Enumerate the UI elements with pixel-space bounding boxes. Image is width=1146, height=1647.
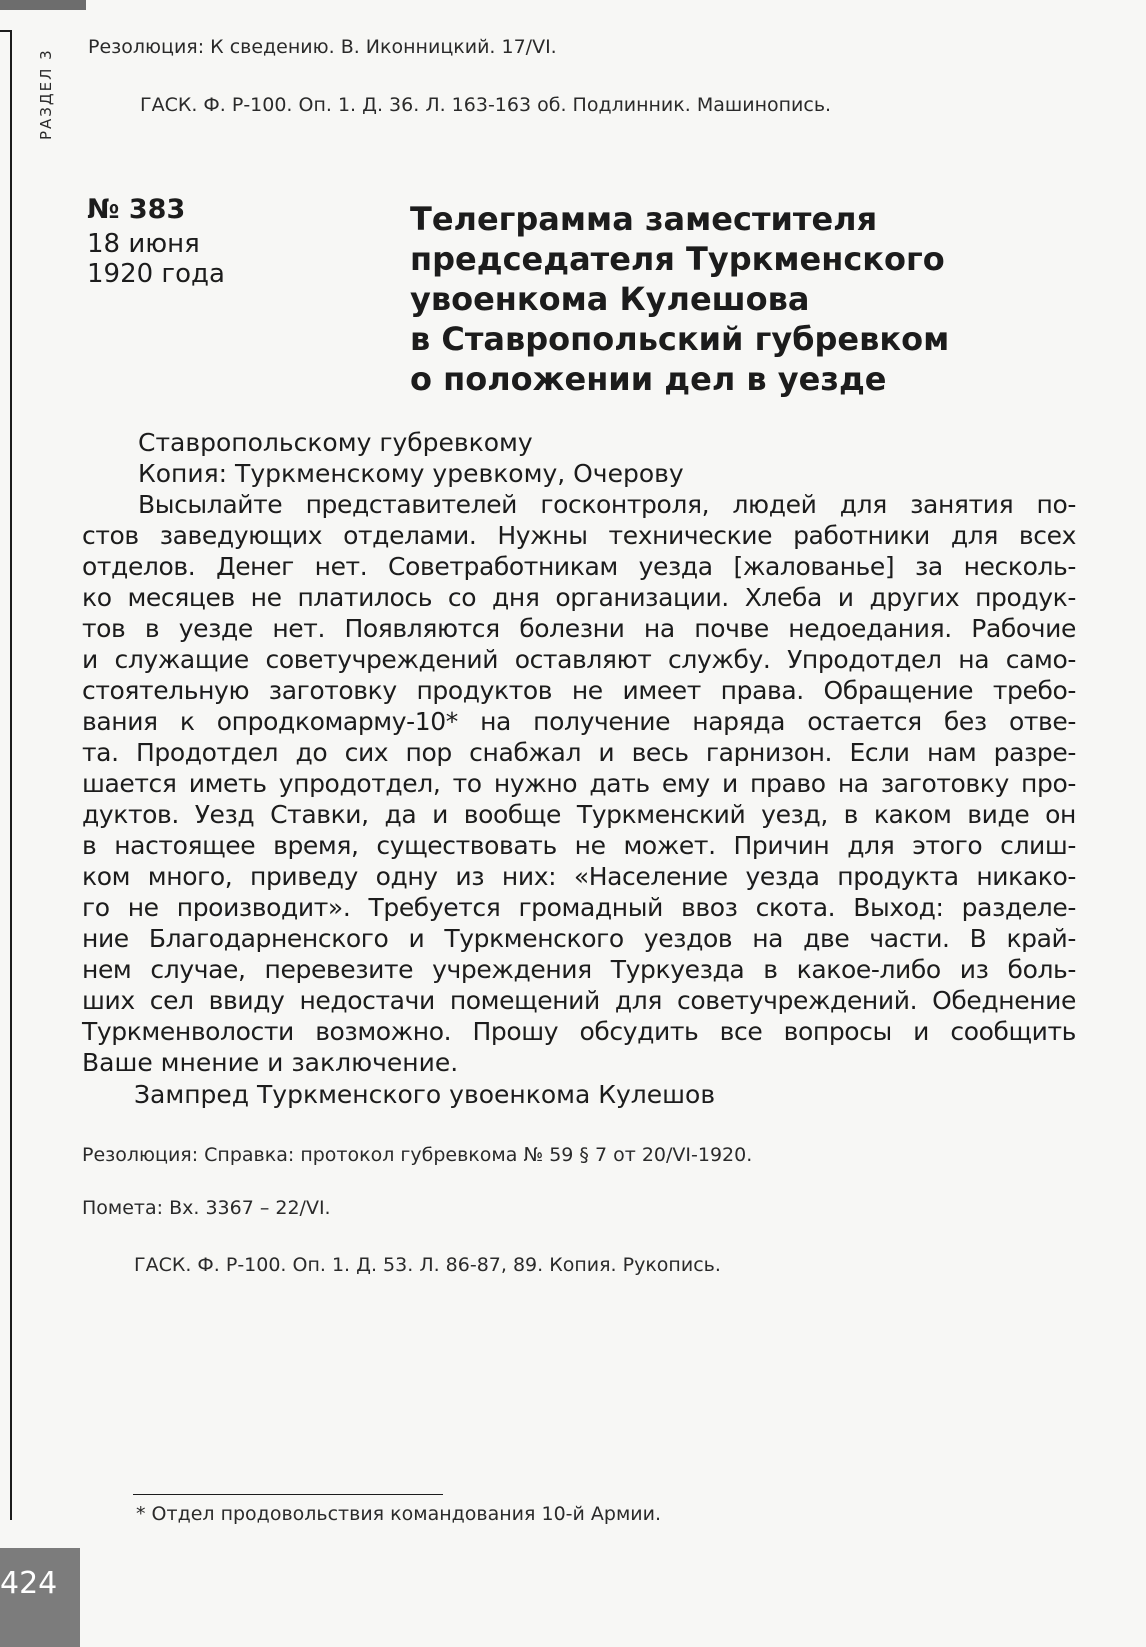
title-line: в Ставропольский губревком: [410, 320, 950, 358]
left-margin-rule: [0, 30, 12, 1520]
document-archive-ref: ГАСК. Ф. Р-100. Оп. 1. Д. 53. Л. 86-87, 89. Копия. Рукопись.: [134, 1254, 721, 1276]
body-line: ние Благодарненского и Туркменского уездов на две части. В край-: [82, 924, 1076, 953]
signature: Зампред Туркменского увоенкома Кулешов: [134, 1080, 716, 1109]
body-line: ко месяцев не платилось со дня организации. Хлеба и других продук-: [82, 583, 1076, 612]
body-line: шается иметь упродотдел, то нужно дать ему и право на заготовку про-: [82, 769, 1076, 798]
footnote-divider: [133, 1494, 443, 1495]
title-line: председателя Туркменского: [410, 240, 945, 278]
document-title: [410, 199, 949, 399]
body-line: и служащие советучреждений оставляют службу. Упродотдел на само-: [82, 645, 1076, 674]
page-number-box: [0, 1548, 80, 1647]
body-line: ших сел ввиду недостачи помещений для советучреждений. Обеднение: [82, 986, 1076, 1015]
title-line: Телеграмма заместителя: [410, 200, 878, 238]
document-date-day: 18 июня: [87, 229, 200, 259]
body-line: вания к опродкомарму-10* на получение наряда остается без отве-: [82, 707, 1076, 736]
document-date-year: 1920 года: [87, 259, 225, 289]
body-line: отделов. Денег нет. Советработникам уезда [жалованье] за несколь-: [82, 552, 1076, 581]
body-line: ком много, приведу одну из них: «Население уезда продукта никако-: [82, 862, 1076, 891]
footnote: * Отдел продовольствия командования 10-й Армии.: [136, 1503, 662, 1525]
body-line: Высылайте представителей госконтроля, людей для занятия по-: [138, 490, 1076, 519]
addressee: Ставропольскому губревкому: [138, 428, 533, 457]
title-line: увоенкома Кулешова: [410, 280, 810, 318]
top-corner-bar: [0, 0, 86, 10]
body-line: нем случае, перевезите учреждения Туркуезда в какое-либо из боль-: [82, 955, 1076, 984]
body-line: тов в уезде нет. Появляются болезни на почве недоедания. Рабочие: [82, 614, 1076, 643]
section-label: РАЗДЕЛ 3: [37, 48, 55, 140]
body-line: стоятельную заготовку продуктов не имеет права. Обращение требо-: [82, 676, 1076, 705]
body-line: го не производит». Требуется громадный ввоз скота. Выход: разделе-: [82, 893, 1076, 922]
body-line: дуктов. Уезд Ставки, да и вообще Туркменский уезд, в каком виде он: [82, 800, 1076, 829]
page-number: 424: [0, 1566, 58, 1601]
title-line: о положении дел в уезде: [410, 360, 887, 398]
document-resolution: Резолюция: Справка: протокол губревкома № 59 § 7 от 20/VI-1920.: [82, 1144, 753, 1166]
copy-to: Копия: Туркменскому уревкому, Очерову: [138, 459, 684, 488]
previous-archive-ref: ГАСК. Ф. Р-100. Оп. 1. Д. 36. Л. 163-163 об. Подлинник. Машинопись.: [140, 94, 832, 116]
left-margin-rule-top: [0, 30, 12, 32]
body-line: в настоящее время, существовать не может. Причин для этого слиш-: [82, 831, 1076, 860]
body-line: Туркменволости возможно. Прошу обсудить все вопросы и сообщить: [82, 1017, 1076, 1046]
body-line: та. Продотдел до сих пор снабжал и весь гарнизон. Если нам разре-: [82, 738, 1076, 767]
body-line: Ваше мнение и заключение.: [82, 1048, 459, 1077]
body-line: стов заведующих отделами. Нужны технические работники для всех: [82, 521, 1076, 550]
document-note: Помета: Вх. 3367 – 22/VI.: [82, 1197, 331, 1219]
document-number: № 383: [87, 194, 186, 225]
previous-resolution: Резолюция: К сведению. В. Иконницкий. 17/VI.: [88, 36, 557, 58]
